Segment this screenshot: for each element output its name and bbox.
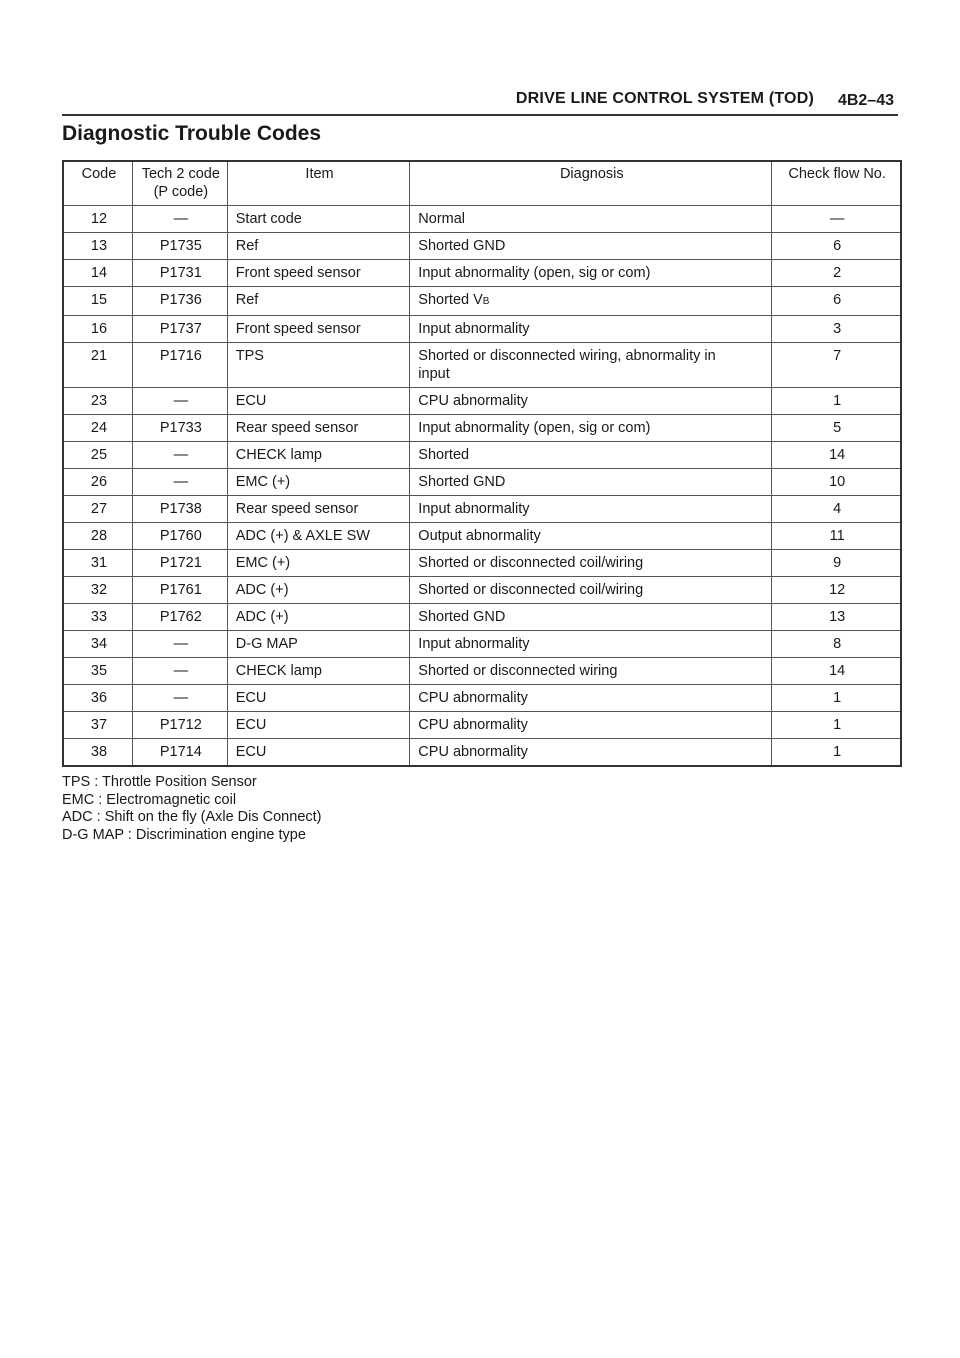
note-line: ADC : Shift on the fly (Axle Dis Connect) xyxy=(62,809,322,825)
cell-ptc: P1733 xyxy=(132,415,227,442)
cell-diagnosis: Input abnormality (open, sig or com) xyxy=(410,415,772,442)
cell-code: 13 xyxy=(63,233,132,260)
abbreviation-notes xyxy=(62,774,322,844)
cell-item: Ref xyxy=(227,233,410,260)
cell-ptc: P1737 xyxy=(132,316,227,343)
cell-item: Start code xyxy=(227,206,410,233)
cell-diagnosis: Shorted GND xyxy=(410,469,772,496)
note-line: EMC : Electromagnetic coil xyxy=(62,791,237,808)
cell-item: Front speed sensor xyxy=(227,316,410,343)
cell-item: Rear speed sensor xyxy=(227,496,410,523)
cell-item: ADC (+) xyxy=(227,577,410,604)
cell-ptc: P1735 xyxy=(132,233,227,260)
cell-diagnosis xyxy=(410,287,772,316)
cell-code: 15 xyxy=(63,287,132,316)
cell-item: ADC (+) xyxy=(227,604,410,631)
cell-diagnosis: Normal xyxy=(410,206,772,233)
cell-flow: 6 xyxy=(772,233,901,260)
table-row xyxy=(63,260,901,287)
cell-diagnosis: Shorted or disconnected wiring xyxy=(410,658,772,685)
cell-diagnosis: Input abnormality xyxy=(410,631,772,658)
column-header-code: Code xyxy=(63,161,132,206)
cell-code: 37 xyxy=(63,712,132,739)
cell-flow: 14 xyxy=(772,658,901,685)
cell-code: 21 xyxy=(63,343,132,388)
cell-diagnosis: CPU abnormality xyxy=(410,739,772,767)
cell-diagnosis: CPU abnormality xyxy=(410,685,772,712)
note-line: TPS : Throttle Position Sensor xyxy=(62,774,257,790)
table-row xyxy=(63,415,901,442)
cell-diagnosis: CPU abnormality xyxy=(410,712,772,739)
cell-item: TPS xyxy=(227,343,410,388)
table-row xyxy=(63,604,901,631)
cell-item: Front speed sensor xyxy=(227,260,410,287)
cell-ptc: P1736 xyxy=(132,287,227,316)
table-row xyxy=(63,577,901,604)
cell-diagnosis: Input abnormality xyxy=(410,496,772,523)
section-title: DRIVE LINE CONTROL SYSTEM (TOD) xyxy=(515,90,814,107)
cell-diagnosis-line2: input xyxy=(418,366,450,382)
cell-flow: 1 xyxy=(772,388,901,415)
cell-flow: 1 xyxy=(772,739,901,767)
cell-ptc: — xyxy=(132,388,227,415)
cell-code: 34 xyxy=(63,631,132,658)
cell-item: Ref xyxy=(227,287,410,316)
cell-diagnosis: Shorted GND xyxy=(410,233,772,260)
table-row xyxy=(63,631,901,658)
cell-diagnosis: Output abnormality xyxy=(410,523,772,550)
cell-item: EMC (+) xyxy=(227,469,410,496)
cell-code: 27 xyxy=(63,496,132,523)
header-divider xyxy=(62,114,898,116)
table-row xyxy=(63,287,901,316)
cell-item: ECU xyxy=(227,685,410,712)
dtc-table xyxy=(62,160,902,767)
cell-item: CHECK lamp xyxy=(227,658,410,685)
table-row xyxy=(63,442,901,469)
cell-code: 32 xyxy=(63,577,132,604)
cell-code: 35 xyxy=(63,658,132,685)
table-row xyxy=(63,658,901,685)
cell-ptc: P1716 xyxy=(132,343,227,388)
cell-flow: 12 xyxy=(772,577,901,604)
cell-diagnosis-subscript: B xyxy=(482,296,490,307)
cell-flow: 4 xyxy=(772,496,901,523)
cell-flow: 9 xyxy=(772,550,901,577)
cell-item: ECU xyxy=(227,739,410,767)
cell-item: ECU xyxy=(227,712,410,739)
cell-flow: 13 xyxy=(772,604,901,631)
cell-flow: 10 xyxy=(772,469,901,496)
table-row xyxy=(63,550,901,577)
page-title: Diagnostic Trouble Codes xyxy=(62,122,322,145)
cell-diagnosis-line1: Shorted or disconnected wiring, abnormality in xyxy=(418,348,716,364)
cell-code: 26 xyxy=(63,469,132,496)
column-header-tech2-line1: Tech 2 code xyxy=(141,166,220,182)
table-row xyxy=(63,233,901,260)
column-header-tech2-code xyxy=(132,161,227,206)
table-row xyxy=(63,343,901,388)
cell-ptc: P1762 xyxy=(132,604,227,631)
cell-ptc: — xyxy=(132,206,227,233)
table-row xyxy=(63,388,901,415)
cell-item: ECU xyxy=(227,388,410,415)
cell-flow: 1 xyxy=(772,712,901,739)
cell-diagnosis: Shorted xyxy=(410,442,772,469)
cell-diagnosis: Shorted or disconnected coil/wiring xyxy=(410,550,772,577)
cell-item: D-G MAP xyxy=(227,631,410,658)
cell-diagnosis: Input abnormality (open, sig or com) xyxy=(410,260,772,287)
cell-ptc: — xyxy=(132,442,227,469)
table-row xyxy=(63,206,901,233)
table-row xyxy=(63,469,901,496)
cell-flow: 11 xyxy=(772,523,901,550)
cell-code: 24 xyxy=(63,415,132,442)
cell-diagnosis: CPU abnormality xyxy=(410,388,772,415)
column-header-tech2-line2: (P code) xyxy=(153,184,209,200)
table-row xyxy=(63,496,901,523)
cell-ptc: — xyxy=(132,469,227,496)
cell-diagnosis: Shorted GND xyxy=(410,604,772,631)
cell-ptc: — xyxy=(132,685,227,712)
cell-item: Rear speed sensor xyxy=(227,415,410,442)
cell-code: 23 xyxy=(63,388,132,415)
cell-diagnosis xyxy=(410,343,772,388)
cell-flow: 1 xyxy=(772,685,901,712)
cell-ptc: P1761 xyxy=(132,577,227,604)
cell-ptc: P1738 xyxy=(132,496,227,523)
table-row xyxy=(63,739,901,767)
cell-flow: 2 xyxy=(772,260,901,287)
cell-flow: 8 xyxy=(772,631,901,658)
note-line: D-G MAP : Discrimination engine type xyxy=(62,826,306,843)
cell-code: 31 xyxy=(63,550,132,577)
cell-ptc: P1714 xyxy=(132,739,227,767)
cell-flow: 7 xyxy=(772,343,901,388)
cell-code: 38 xyxy=(63,739,132,767)
table-row xyxy=(63,316,901,343)
cell-ptc: P1731 xyxy=(132,260,227,287)
column-header-item: Item xyxy=(227,161,410,206)
cell-code: 33 xyxy=(63,604,132,631)
cell-code: 14 xyxy=(63,260,132,287)
cell-flow: — xyxy=(772,206,901,233)
table-row xyxy=(63,523,901,550)
table-header-row xyxy=(63,161,901,206)
cell-flow: 14 xyxy=(772,442,901,469)
table-row xyxy=(63,712,901,739)
cell-flow: 3 xyxy=(772,316,901,343)
cell-ptc: P1712 xyxy=(132,712,227,739)
cell-ptc: — xyxy=(132,658,227,685)
page-header xyxy=(62,88,898,112)
page-number: 4B2–43 xyxy=(837,92,894,109)
cell-code: 36 xyxy=(63,685,132,712)
column-header-diagnosis: Diagnosis xyxy=(410,161,772,206)
cell-ptc: P1721 xyxy=(132,550,227,577)
cell-item: CHECK lamp xyxy=(227,442,410,469)
cell-diagnosis: Shorted or disconnected coil/wiring xyxy=(410,577,772,604)
cell-flow: 5 xyxy=(772,415,901,442)
cell-code: 25 xyxy=(63,442,132,469)
cell-code: 16 xyxy=(63,316,132,343)
cell-diagnosis-text: Shorted V xyxy=(418,292,483,308)
cell-diagnosis: Input abnormality xyxy=(410,316,772,343)
cell-item: ADC (+) & AXLE SW xyxy=(227,523,410,550)
column-header-check-flow: Check flow No. xyxy=(772,161,901,206)
cell-code: 28 xyxy=(63,523,132,550)
cell-item: EMC (+) xyxy=(227,550,410,577)
cell-ptc: — xyxy=(132,631,227,658)
cell-code: 12 xyxy=(63,206,132,233)
table-row xyxy=(63,685,901,712)
cell-ptc: P1760 xyxy=(132,523,227,550)
cell-flow: 6 xyxy=(772,287,901,316)
